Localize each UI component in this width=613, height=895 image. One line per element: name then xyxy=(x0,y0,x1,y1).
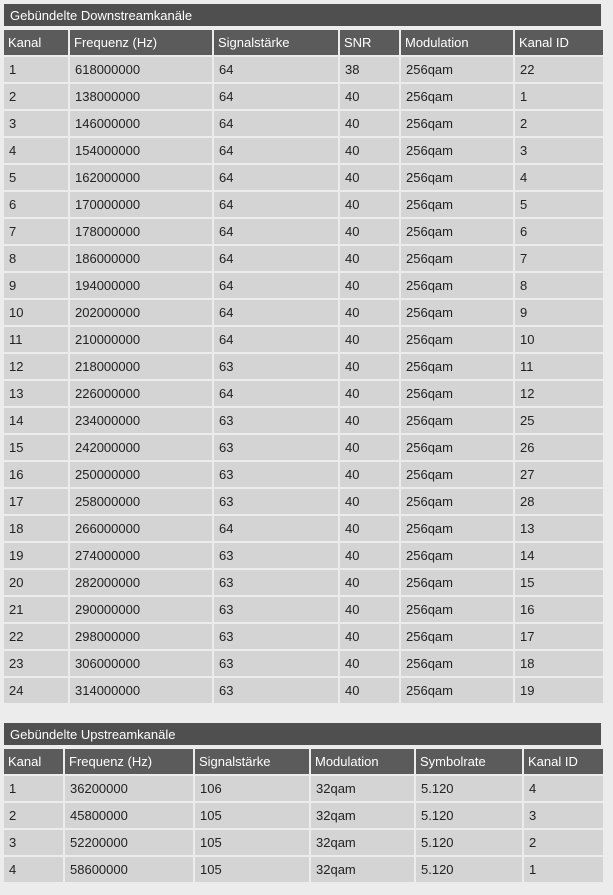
downstream-panel xyxy=(4,4,601,705)
table-cell: 256qam xyxy=(401,165,513,190)
table-row xyxy=(4,381,603,406)
table-cell: 63 xyxy=(214,435,338,460)
table-cell: 64 xyxy=(214,516,338,541)
table-cell: 40 xyxy=(340,246,399,271)
table-cell: 17 xyxy=(4,489,68,514)
table-cell: 15 xyxy=(4,435,68,460)
table-cell: 16 xyxy=(4,462,68,487)
downstream-header-kanal-id: Kanal ID xyxy=(515,30,603,55)
table-row xyxy=(4,354,603,379)
table-row xyxy=(4,803,603,828)
table-cell: 242000000 xyxy=(70,435,212,460)
table-cell: 64 xyxy=(214,273,338,298)
table-cell: 210000000 xyxy=(70,327,212,352)
table-row xyxy=(4,273,603,298)
table-cell: 63 xyxy=(214,651,338,676)
table-cell: 290000000 xyxy=(70,597,212,622)
table-cell: 40 xyxy=(340,354,399,379)
table-cell: 250000000 xyxy=(70,462,212,487)
table-cell: 256qam xyxy=(401,354,513,379)
table-cell: 105 xyxy=(195,830,309,855)
table-cell: 256qam xyxy=(401,138,513,163)
downstream-table xyxy=(2,28,605,705)
table-cell: 266000000 xyxy=(70,516,212,541)
table-cell: 234000000 xyxy=(70,408,212,433)
downstream-header-snr: SNR xyxy=(340,30,399,55)
table-cell: 18 xyxy=(515,651,603,676)
table-row xyxy=(4,57,603,82)
table-cell: 202000000 xyxy=(70,300,212,325)
downstream-header-signalstärke: Signalstärke xyxy=(214,30,338,55)
table-cell: 3 xyxy=(4,111,68,136)
downstream-header-kanal: Kanal xyxy=(4,30,68,55)
upstream-header-symbolrate: Symbolrate xyxy=(416,749,522,774)
table-cell: 9 xyxy=(515,300,603,325)
table-cell: 45800000 xyxy=(65,803,193,828)
table-cell: 40 xyxy=(340,111,399,136)
table-cell: 11 xyxy=(515,354,603,379)
table-cell: 258000000 xyxy=(70,489,212,514)
table-cell: 63 xyxy=(214,678,338,703)
table-cell: 9 xyxy=(4,273,68,298)
table-cell: 7 xyxy=(4,219,68,244)
table-cell: 256qam xyxy=(401,111,513,136)
table-cell: 105 xyxy=(195,803,309,828)
table-cell: 256qam xyxy=(401,435,513,460)
table-cell: 618000000 xyxy=(70,57,212,82)
upstream-panel xyxy=(4,723,601,884)
table-cell: 40 xyxy=(340,138,399,163)
table-cell: 4 xyxy=(4,138,68,163)
table-cell: 256qam xyxy=(401,57,513,82)
table-cell: 170000000 xyxy=(70,192,212,217)
table-row xyxy=(4,462,603,487)
table-cell: 1 xyxy=(524,857,603,882)
table-cell: 298000000 xyxy=(70,624,212,649)
table-cell: 5.120 xyxy=(416,776,522,801)
table-cell: 6 xyxy=(515,219,603,244)
table-cell: 40 xyxy=(340,489,399,514)
upstream-header-row xyxy=(4,749,603,774)
table-cell: 23 xyxy=(4,651,68,676)
table-cell: 40 xyxy=(340,219,399,244)
table-cell: 64 xyxy=(214,57,338,82)
table-row xyxy=(4,857,603,882)
table-cell: 10 xyxy=(4,300,68,325)
table-cell: 3 xyxy=(4,830,63,855)
table-cell: 256qam xyxy=(401,570,513,595)
table-cell: 186000000 xyxy=(70,246,212,271)
table-cell: 154000000 xyxy=(70,138,212,163)
table-row xyxy=(4,516,603,541)
table-cell: 64 xyxy=(214,165,338,190)
table-cell: 8 xyxy=(4,246,68,271)
table-cell: 226000000 xyxy=(70,381,212,406)
upstream-header-frequenz-hz: Frequenz (Hz) xyxy=(65,749,193,774)
table-cell: 64 xyxy=(214,246,338,271)
table-cell: 18 xyxy=(4,516,68,541)
downstream-header-row xyxy=(4,30,603,55)
table-cell: 40 xyxy=(340,435,399,460)
table-cell: 10 xyxy=(515,327,603,352)
table-cell: 4 xyxy=(4,857,63,882)
downstream-title: Gebündelte Downstreamkanäle xyxy=(4,4,601,28)
table-cell: 40 xyxy=(340,192,399,217)
table-cell: 16 xyxy=(515,597,603,622)
table-cell: 1 xyxy=(515,84,603,109)
table-cell: 256qam xyxy=(401,219,513,244)
table-cell: 28 xyxy=(515,489,603,514)
table-cell: 256qam xyxy=(401,300,513,325)
table-cell: 106 xyxy=(195,776,309,801)
table-cell: 256qam xyxy=(401,651,513,676)
table-cell: 25 xyxy=(515,408,603,433)
table-row xyxy=(4,327,603,352)
table-cell: 256qam xyxy=(401,678,513,703)
upstream-header-kanal-id: Kanal ID xyxy=(524,749,603,774)
table-cell: 146000000 xyxy=(70,111,212,136)
table-cell: 40 xyxy=(340,165,399,190)
table-cell: 256qam xyxy=(401,408,513,433)
table-cell: 13 xyxy=(4,381,68,406)
table-row xyxy=(4,830,603,855)
table-row xyxy=(4,300,603,325)
table-cell: 105 xyxy=(195,857,309,882)
table-cell: 14 xyxy=(515,543,603,568)
table-cell: 15 xyxy=(515,570,603,595)
table-row xyxy=(4,165,603,190)
table-cell: 6 xyxy=(4,192,68,217)
table-cell: 4 xyxy=(524,776,603,801)
table-cell: 63 xyxy=(214,354,338,379)
table-cell: 274000000 xyxy=(70,543,212,568)
table-cell: 256qam xyxy=(401,84,513,109)
table-row xyxy=(4,408,603,433)
table-cell: 5.120 xyxy=(416,830,522,855)
table-cell: 64 xyxy=(214,327,338,352)
table-cell: 32qam xyxy=(311,776,414,801)
table-cell: 5.120 xyxy=(416,857,522,882)
upstream-header-kanal: Kanal xyxy=(4,749,63,774)
table-cell: 64 xyxy=(214,111,338,136)
table-cell: 256qam xyxy=(401,273,513,298)
table-cell: 40 xyxy=(340,327,399,352)
table-cell: 256qam xyxy=(401,489,513,514)
table-cell: 3 xyxy=(524,803,603,828)
table-cell: 26 xyxy=(515,435,603,460)
table-cell: 13 xyxy=(515,516,603,541)
table-cell: 32qam xyxy=(311,803,414,828)
table-cell: 218000000 xyxy=(70,354,212,379)
upstream-title: Gebündelte Upstreamkanäle xyxy=(4,723,601,747)
table-cell: 256qam xyxy=(401,192,513,217)
downstream-header-frequenz-hz: Frequenz (Hz) xyxy=(70,30,212,55)
table-cell: 32qam xyxy=(311,857,414,882)
table-cell: 8 xyxy=(515,273,603,298)
table-cell: 162000000 xyxy=(70,165,212,190)
table-cell: 17 xyxy=(515,624,603,649)
table-cell: 5.120 xyxy=(416,803,522,828)
upstream-table xyxy=(2,747,605,884)
table-cell: 3 xyxy=(515,138,603,163)
table-cell: 5 xyxy=(4,165,68,190)
table-cell: 63 xyxy=(214,408,338,433)
table-row xyxy=(4,138,603,163)
table-cell: 36200000 xyxy=(65,776,193,801)
table-cell: 40 xyxy=(340,624,399,649)
table-row xyxy=(4,219,603,244)
table-cell: 63 xyxy=(214,570,338,595)
table-cell: 5 xyxy=(515,192,603,217)
table-row xyxy=(4,111,603,136)
table-cell: 21 xyxy=(4,597,68,622)
table-row xyxy=(4,192,603,217)
table-cell: 11 xyxy=(4,327,68,352)
table-cell: 282000000 xyxy=(70,570,212,595)
table-cell: 64 xyxy=(214,138,338,163)
table-cell: 2 xyxy=(515,111,603,136)
table-cell: 40 xyxy=(340,516,399,541)
table-cell: 32qam xyxy=(311,830,414,855)
table-row xyxy=(4,570,603,595)
table-cell: 138000000 xyxy=(70,84,212,109)
table-cell: 40 xyxy=(340,543,399,568)
table-cell: 40 xyxy=(340,678,399,703)
table-cell: 58600000 xyxy=(65,857,193,882)
table-cell: 178000000 xyxy=(70,219,212,244)
table-cell: 64 xyxy=(214,192,338,217)
table-cell: 2 xyxy=(524,830,603,855)
table-cell: 63 xyxy=(214,462,338,487)
table-cell: 2 xyxy=(4,803,63,828)
table-row xyxy=(4,678,603,703)
upstream-header-signalstärke: Signalstärke xyxy=(195,749,309,774)
upstream-header-modulation: Modulation xyxy=(311,749,414,774)
table-row xyxy=(4,84,603,109)
table-cell: 64 xyxy=(214,84,338,109)
table-cell: 64 xyxy=(214,381,338,406)
table-cell: 256qam xyxy=(401,381,513,406)
table-cell: 19 xyxy=(515,678,603,703)
table-cell: 14 xyxy=(4,408,68,433)
table-cell: 256qam xyxy=(401,624,513,649)
table-cell: 40 xyxy=(340,462,399,487)
table-cell: 38 xyxy=(340,57,399,82)
table-cell: 63 xyxy=(214,543,338,568)
table-cell: 63 xyxy=(214,624,338,649)
table-cell: 63 xyxy=(214,597,338,622)
table-cell: 314000000 xyxy=(70,678,212,703)
table-cell: 40 xyxy=(340,381,399,406)
table-cell: 40 xyxy=(340,84,399,109)
table-cell: 12 xyxy=(4,354,68,379)
downstream-header-modulation: Modulation xyxy=(401,30,513,55)
table-cell: 52200000 xyxy=(65,830,193,855)
table-cell: 194000000 xyxy=(70,273,212,298)
table-cell: 64 xyxy=(214,219,338,244)
table-cell: 40 xyxy=(340,408,399,433)
table-cell: 40 xyxy=(340,300,399,325)
table-row xyxy=(4,651,603,676)
table-cell: 40 xyxy=(340,273,399,298)
table-cell: 40 xyxy=(340,597,399,622)
table-row xyxy=(4,543,603,568)
table-cell: 256qam xyxy=(401,462,513,487)
table-cell: 256qam xyxy=(401,597,513,622)
table-cell: 40 xyxy=(340,651,399,676)
table-cell: 256qam xyxy=(401,246,513,271)
table-row xyxy=(4,489,603,514)
table-cell: 1 xyxy=(4,57,68,82)
table-row xyxy=(4,776,603,801)
table-cell: 306000000 xyxy=(70,651,212,676)
table-cell: 256qam xyxy=(401,543,513,568)
table-cell: 22 xyxy=(4,624,68,649)
table-cell: 64 xyxy=(214,300,338,325)
table-row xyxy=(4,597,603,622)
table-cell: 63 xyxy=(214,489,338,514)
table-cell: 1 xyxy=(4,776,63,801)
table-cell: 19 xyxy=(4,543,68,568)
table-row xyxy=(4,435,603,460)
table-cell: 27 xyxy=(515,462,603,487)
table-cell: 4 xyxy=(515,165,603,190)
table-cell: 40 xyxy=(340,570,399,595)
table-row xyxy=(4,246,603,271)
table-cell: 256qam xyxy=(401,327,513,352)
table-row xyxy=(4,624,603,649)
table-cell: 22 xyxy=(515,57,603,82)
table-cell: 256qam xyxy=(401,516,513,541)
table-cell: 2 xyxy=(4,84,68,109)
table-cell: 24 xyxy=(4,678,68,703)
table-cell: 12 xyxy=(515,381,603,406)
table-cell: 7 xyxy=(515,246,603,271)
table-cell: 20 xyxy=(4,570,68,595)
